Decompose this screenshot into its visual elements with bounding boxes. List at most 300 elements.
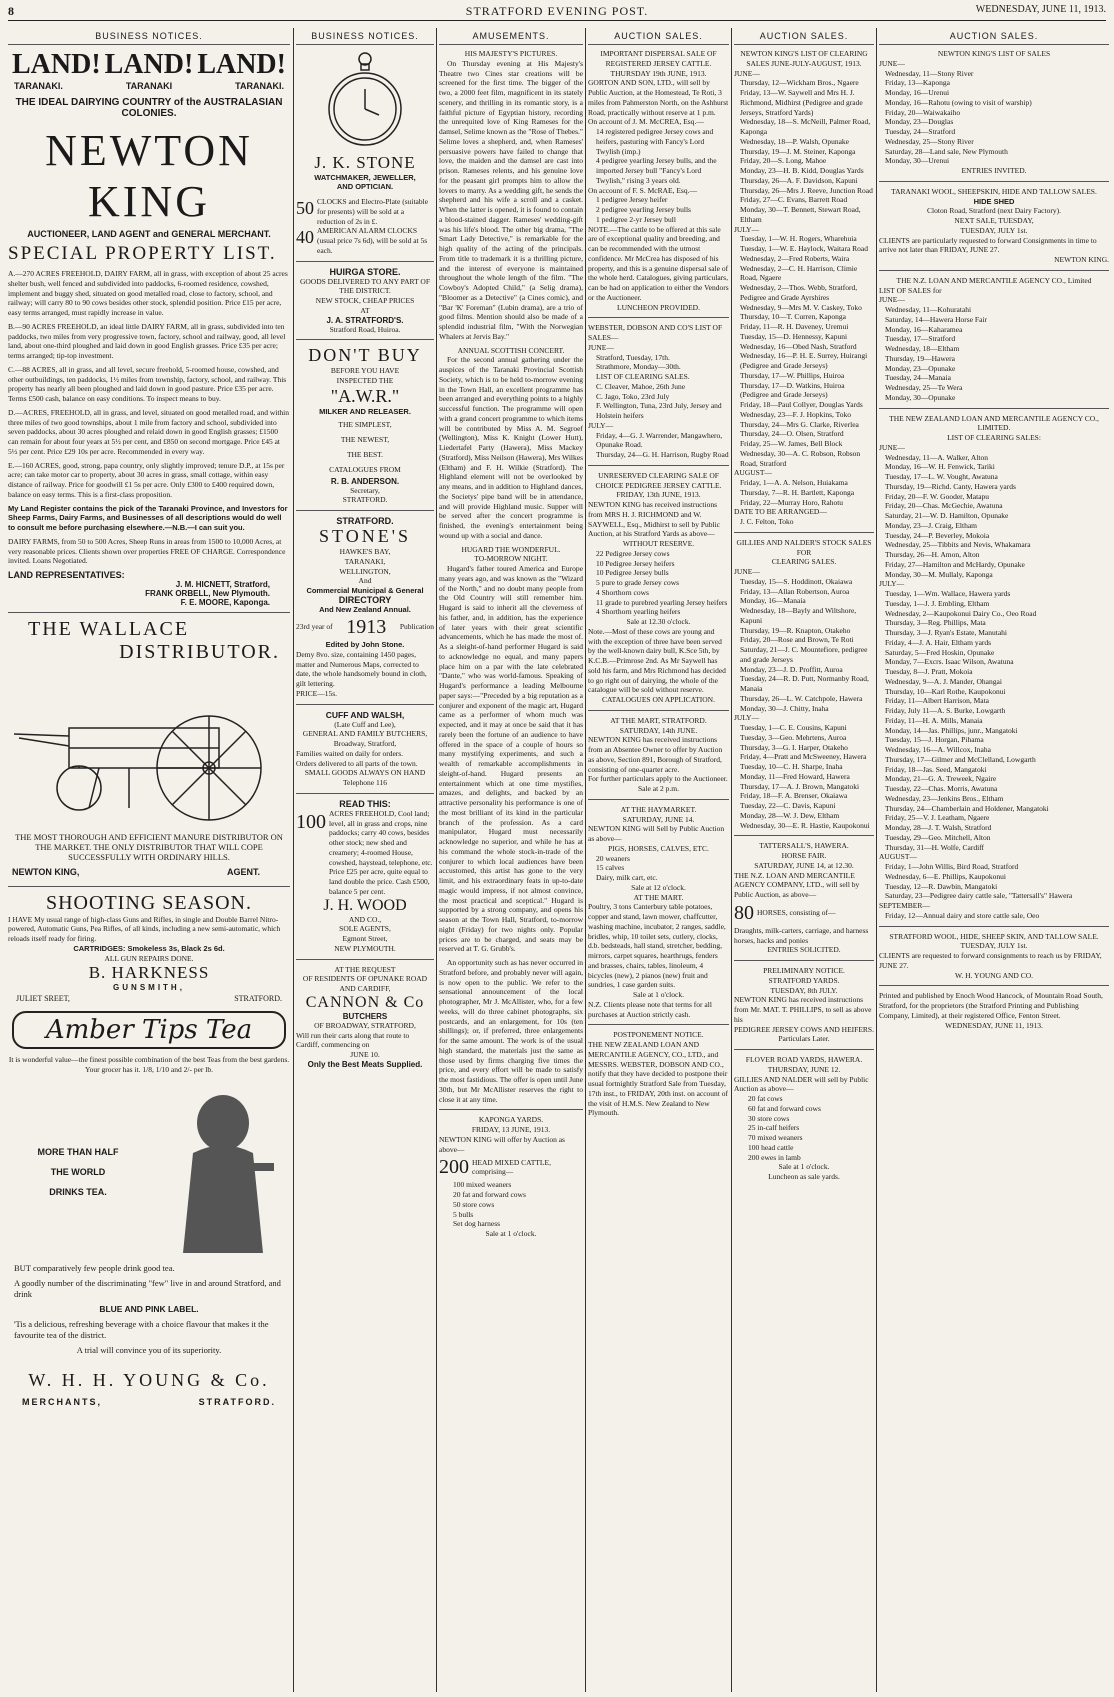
optician: AND OPTICIAN.	[336, 182, 394, 191]
list-item: Saturday, 14—Hawera Horse Fair	[885, 314, 987, 324]
list-item: Wednesday, 11—Kohuratahi	[885, 305, 972, 314]
column-rule	[293, 28, 294, 1692]
divider	[296, 793, 434, 794]
divider	[296, 261, 434, 262]
divider	[879, 408, 1109, 409]
only-best-meats: Only the Best Meats Supplied.	[307, 1059, 423, 1069]
land-rep: FRANK ORBELL, New Plymouth.	[145, 589, 270, 598]
street: JULIET SREET,	[16, 994, 70, 1004]
g-june-sales	[734, 577, 874, 714]
hide-shed: HIDE SHED	[973, 196, 1015, 206]
masthead	[8, 4, 1106, 21]
sale-time: Sale at 12 o'clock.	[631, 882, 686, 892]
list-item: Monday, 16—Kaharamea	[885, 324, 963, 334]
newspaper-title: STRATFORD EVENING POST.	[465, 4, 649, 18]
prelim-notice: PRELIMINARY NOTICE.	[763, 966, 845, 975]
stratford-wool-sale: STRATFORD WOOL, HIDE, SHEEP SKIN, AND TALLOW SALE.	[889, 931, 1099, 941]
region: WELLINGTON,	[339, 566, 391, 576]
list-item: Friday, 18—Jas. Seed, Mangatoki	[885, 764, 987, 774]
head-number: 200	[439, 1156, 469, 1179]
clocks-number: 50	[296, 198, 314, 218]
entries: ENTRIES SOLICITED.	[767, 945, 841, 955]
column-rule	[731, 28, 732, 1692]
list-item: 5 bulls	[453, 1209, 474, 1219]
amber-tips-tea-logo: Amber Tips Tea	[12, 1011, 286, 1049]
month-label: SEPTEMBER—	[879, 901, 930, 910]
list-item: Monday, 28—J. T. Walsh, Stratford	[885, 823, 992, 832]
section-header: AUCTION SALES.	[879, 28, 1109, 45]
nz-loan-title: THE N.Z. LOAN AND MERCANTILE AGENCY CO., Limited	[896, 275, 1092, 285]
entries-invited: ENTRIES INVITED.	[961, 166, 1027, 175]
list-item: C. Jago, Toko, 23rd July	[596, 391, 670, 401]
catalogues-from: CATALOGUES FROM	[329, 464, 401, 474]
webster-june: JUNE—	[588, 342, 614, 352]
list-item: Wednesday, 16—Obed Nash, Stratford	[740, 341, 857, 351]
at-label: AT	[360, 305, 370, 315]
list-item: Thursday, 26—A. F. Davidson, Kapuni	[740, 175, 858, 185]
c-sept-sales	[879, 911, 1109, 921]
list-item: Set dog harness	[453, 1219, 501, 1229]
small-goods: SMALL GOODS ALWAYS ON HAND	[304, 768, 426, 778]
g-july-sales	[734, 723, 874, 830]
list-item: Tuesday, 24—Stratford	[885, 127, 956, 136]
list-item: Friday, 11—H. A. Mills, Manaia	[885, 715, 983, 725]
read-this: READ THIS:	[339, 798, 391, 809]
cuff-general: GENERAL AND FAMILY BUTCHERS,	[302, 729, 428, 739]
directory-label: DIRECTORY	[338, 595, 392, 605]
list-item: Thursday, 26—Mrs J. Reeve, Junction Road	[740, 185, 873, 195]
nz-june-sales	[879, 305, 1109, 403]
clearing-sales: CLEARING SALES.	[771, 557, 837, 567]
account-1-items	[588, 127, 729, 186]
land-reps-label: LAND REPRESENTATIVES:	[8, 570, 125, 580]
wh-young-co: W. H. YOUNG AND CO.	[955, 970, 1033, 980]
list-item: Wednesday, 30—E. R. Hastie, Kaupokonui	[740, 820, 870, 830]
divider	[588, 710, 729, 711]
gorton-text: GORTON AND SON, LTD., will sell by Public Auction, at the Homestead, Te Roti, 3 miles from Pahmerston North, on the Ashhurst Road, practically without reserve at 1 p.m.	[588, 78, 729, 117]
property-item: A.—270 ACRES FREEHOLD, DAIRY FARM, all in grass, with exception of about 25 acres shelter bush, well fenced and subdivided into paddocks, 6-roomed residence, cowshed, implement and buggy shed, situated on good metalled road, close to factory, school, and railway; will carry 80 to 90 cows besides other stock, splendid position. Price £15 per acre, easy terms arranged, must rapidly increase in value.	[8, 269, 288, 317]
jh-wood: J. H. WOOD	[323, 896, 407, 914]
sale-time: Sale at 12.30 o'clock.	[626, 617, 691, 626]
tea-copy-line: BUT comparatively few people drink good tea.	[14, 1262, 175, 1273]
acres-number: 100	[296, 810, 326, 833]
account-2-items	[588, 195, 729, 224]
stratfords-road: Stratford Road, Huiroa.	[329, 324, 401, 334]
note-2: Note.—Most of these cows are young and with the exception of three have been served by the well-known dairy bull, K.Sce 5th, by K.C.B.—Primrose 2nd. As Mr Saywell has sold his farm, and Mrs Richmond has decided to go right out of dairying, the whole of the catalogue will be sold without reserve.	[588, 626, 726, 695]
tuesday-july1: TUESDAY, JULY 1st.	[960, 941, 1028, 951]
list-item: Wednesday, 16—P. H. E. Surrey, Huirangi (Pedigree and Grade Jerseys)	[740, 351, 868, 370]
webster-title: WEBSTER, DOBSON AND CO'S LIST OF SALES—	[588, 323, 723, 342]
list-item: Wednesday, 2—C. H. Harrison, Climie Road, Ngaere	[740, 263, 858, 283]
mcallister-article: An opportunity such as has never occurred in Stratford before, and probably never will again, is now open to the public. We refer to the sensational announcement of the local photographer, Mr J. McAllister, who, for a few weeks, will do three cabinet photographs, six postcards, and an enlargement, for 10s (ten shillings); or, if preferred, three enlargements for the same amount. The work is of the usual high standard, the materials just the same as those used by firms charging five times the price, and every effort will be made to satisfy the most fastidious. The offer is open until June 30th, but Mr McAllister reserves the right to close it at any time.	[439, 958, 583, 1104]
land-register: My Land Register contains the pick of the Taranaki Province, and Investors for Sheep Farms, Dairy Farms, and Businesses of all descriptions would do well to consult me before purchasing elsewhere.—N.B.—I can suit you.	[8, 503, 288, 532]
list-item: Thursday, 19—J. M. Steiner, Kaponga	[740, 146, 856, 156]
will-run: Will run their carts along that route to Cardiff, commencing on	[296, 1030, 410, 1050]
list-item: Thursday, 31—H. Wolfe, Cardiff	[885, 842, 985, 852]
section-header: BUSINESS NOTICES.	[296, 28, 434, 45]
acres-offer	[296, 809, 434, 897]
column-3	[439, 28, 583, 1692]
list-item: Monday, 21—G. A. Treweek, Ngaire	[885, 774, 997, 784]
list-item: Saturday, 21—W. D. Hamilton, Opunake	[885, 511, 1009, 520]
tuesday-july1: TUESDAY, JULY 1st.	[960, 225, 1028, 235]
harkness-address	[8, 992, 290, 1005]
taranaki-word: TARANAKI.	[235, 81, 284, 91]
list-item: Wednesday, 18—Bayly and Wiltshore, Kapuni	[740, 606, 857, 625]
awr-qualities	[296, 417, 434, 477]
list-item: Friday, 13—W. Saywell and Mrs H. J. Richmond, Midhirst (Pedigree and grade Jerseys, Stratford Yards)	[740, 88, 863, 117]
merchants-label: MERCHANTS,	[22, 1397, 102, 1408]
list-item: 5 pure to grade Jersey cows	[596, 578, 680, 587]
nz-loan-notice: THE NEW ZEALAND LOAN AND MERCANTILE AGENCY, CO., LTD., and MESSRS. WEBSTER, DOBSON AND CO., notify that they have decided to postpone their usual fortnightly Stratford Sale from Tuesday, 17th inst., to FRIDAY, 20th inst. on account of the visit of H.M.S. New Zealand to New Plymouth.	[588, 1040, 729, 1118]
broadway: OF BROADWAY, STRATFORD,	[314, 1020, 416, 1030]
list-item: 1 pedigree 2-yr Jersey bull	[596, 214, 676, 224]
webster-list	[588, 353, 729, 421]
horses-offer	[734, 900, 874, 926]
list-item: Friday, 25—V. J. Leatham, Ngaere	[885, 813, 990, 823]
list-item: Thursday, 10—T. Curren, Kaponga	[740, 312, 847, 322]
august-sales	[734, 478, 874, 507]
list-item: Friday, 1—John Willis, Bird Road, Stratford	[885, 862, 1019, 871]
newton-king-sig: NEWTON KING.	[1054, 255, 1109, 264]
list-item: Tuesday, 1—J. J. Embling, Eltham	[885, 598, 990, 608]
concert-article: For the second annual gathering under the auspices of the Taranaki Provincial Scottish Society, which is to be held to-morrow evening in the Town Hall, an excellent programme has been arranged and everything points to a highly successful function. The programme will open with a grand concert programme to which items will be contributed by Miss A. M. Segroef (Wellington), Miss K. Knight (Lower Hutt), Liedertafel Party (Hawera), Miss Mackey (Stratford), Miss Neilson (Hawera), Mrs Wilkes (Eltham) and F. H. Wilkie (Stratford). The Highland element will not be overlooked by any means, and in addition to Highland dances, the Societys' pipe band will be in attendance, and will provide Highland music. Supper will be served after the concert programme is finished, the evening's entertainment being wound up with a social and dance.	[439, 355, 583, 540]
list-item: Dairy, milk cart, etc.	[596, 873, 658, 882]
list-item: Thursday, 24—Mrs G. Clarke, Riverlea	[740, 419, 859, 429]
list-item: Monday, 30—J. Chitty, Inaha	[740, 703, 829, 713]
list-item: Wednesday, 6—E. Phillips, Kaupokonui	[885, 871, 1006, 881]
list-item: Tuesday, 1—Wm. Wallace, Hawera yards	[885, 589, 1011, 598]
cloton-road: Cloton Road, Stratford (next Dairy Factory).	[927, 206, 1061, 216]
list-item: Monday, 30—Opunake	[885, 392, 956, 402]
list-item: 4 pedigree yearling Jersey bulls, and the imported Jersey bull "Fancy's Lord Twylish," rising 3 years old.	[596, 156, 717, 185]
taranaki-word: TARANAKI	[125, 81, 173, 91]
list-item: Tuesday, 10—C. H. Sharpe, Inaha	[740, 762, 843, 771]
account-2: On account of F. S. McRAE, Esq.—	[588, 185, 697, 195]
nk-list-of-sales: NEWTON KING'S LIST OF SALES	[937, 49, 1051, 58]
auctioneer-role: AUCTIONEER, LAND AGENT and GENERAL MERCHANT.	[27, 229, 271, 239]
region: HAWKE'S BAY,	[339, 547, 391, 556]
sale-time: Sale at 1 o'clock.	[633, 990, 684, 999]
list-item: Tuesday, 3—Geo. Mehrtens, Auroa	[740, 732, 847, 742]
catalogues: CATALOGUES ON APPLICATION.	[602, 695, 715, 704]
note: NOTE.—The cattle to be offered at this sale are of exceptional quality and breeding, and can be recommended with the utmost confidence. Mr McCrea has disposed of his property, and this is a genuine dispersal sale of the whole herd. Catalogues, giving particulars, can be had on application to either the Vendors or the Auctioneer.	[588, 224, 729, 302]
month-label: JUNE—	[734, 567, 760, 576]
column-2	[296, 28, 434, 1692]
c-july-sales	[879, 589, 1109, 852]
concert-title: ANNUAL SCOTTISH CONCERT.	[457, 345, 565, 355]
divider	[588, 317, 729, 318]
tea-copy-line: A goodly number of the discriminating "few" live in and around Stratford, and drink	[14, 1277, 281, 1299]
list-item: Friday, 4—J. A. Hair, Eltham yards	[885, 637, 992, 647]
saturday-date: SATURDAY, JUNE 14, at 12.30.	[754, 860, 854, 870]
list-item: Friday, 11—Albert Harrison, Mata	[885, 696, 990, 706]
pigs-horses: PIGS, HORSES, CALVES, ETC.	[608, 843, 709, 853]
list-item: Wednesday, 18—S. McNeill, Palmer Road, Kaponga	[740, 117, 871, 136]
list-item: 100 mixed weaners	[453, 1180, 512, 1190]
hugard-subtitle: TO-MORROW NIGHT.	[474, 554, 548, 564]
list-item: Thursday, 3—Reg. Phillips, Mata	[885, 618, 986, 628]
list-item: Monday, 7—Excrs. Isaac Wilson, Awatuna	[885, 657, 1014, 667]
clocks-text: AMERICAN ALARM CLOCKS (usual price 7s 6d), will be sold at 5s each.	[317, 226, 428, 255]
list-item: 20 fat and forward cows	[453, 1190, 526, 1199]
june10: JUNE 10.	[350, 1050, 380, 1059]
town: STRATFORD.	[234, 994, 282, 1004]
sale-time: Sale at 1 o'clock.	[485, 1229, 537, 1238]
column-rule	[436, 28, 437, 1692]
clients-requested: CLIENTS are particularly requested to forward Consignments in time to arrive not later than FRIDAY, JUNE 27.	[879, 235, 1097, 255]
hugard-article: Hugard's father toured America and Europe many years ago, and was known as the "Wizard of the North," and no doubt many people from the Old Country will still remember him. Hugard is said to inherit all the cleverness of his father, and, in addition, has the experience of later years with their great scientific advancements, which he has made the most of. As a sleight-of-hand performer Hugard is said to acknowledge no equal, and many papers place him on a par with the late celebrated "Dante," who was world-famous. Speaking of Hugard's performance a leading Melbourne paper says:—"Preceded by a big reputation as a conjurer and exponent of the magic art, Hugard came as a performer of whom much was expected, and it may at once be said that it has rarely been the fortune of an audience to have offered in the space of a couple of hours so many mystifying experiments, and such a wealth of remarkable accomplishments in sleight-of-hand. Hugard presents an entertainment which at one time mystifies, amazes, and delights, and backed by an attractive personality his performance is one of the most brilliant of its kind in the particular branch of the profession. As a card manipulator, Hugard must necessarily acknowledge no superior, and while he has at his command the whole stock-in-trade of the conjurer to which local audiences have been accustomed, this artist has gone to the very limit, and his extraordinary feats in up-to-date magic would impress, if not almost convince, the most practical and sceptical." Hugard is supported by a strong company, and opens his season at the Town Hall, Stratford, to-morrow night (Friday) for two nights only. Popular prices are to be charged, and seats may be reserved at T. G. Grubb's.	[439, 564, 583, 954]
month-label: JUNE—	[734, 68, 760, 78]
list-item: Tuesday, 24—R. D. Putt, Normanby Road, Manaia	[740, 674, 869, 693]
list-item: Thursday, 24—O. Olsen, Stratford	[740, 429, 844, 439]
month-label: JUNE—	[879, 295, 905, 305]
list-item: Monday, 23—J. Craig, Eltham	[885, 520, 978, 530]
list-item: Wednesday, 2—Fred Roberts, Waira	[740, 253, 850, 263]
divider	[8, 612, 290, 613]
cartridges: CARTRIDGES: Smokeless 3s, Black 2s 6d.	[73, 943, 225, 953]
list-item: Tuesday, 1—C. E. Cousins, Kapuni	[740, 723, 847, 732]
head-text: HORSES, consisting of—	[757, 907, 836, 917]
month-label: JULY—	[734, 224, 760, 234]
awr-quality: THE NEWEST,	[340, 434, 390, 444]
list-item: Thursday, 3—J. Ryan's Estate, Manutahi	[885, 628, 1008, 637]
at-mart: AT THE MART.	[633, 892, 684, 902]
commercial-directory: Commercial Municipal & General	[306, 586, 424, 595]
list-item: Tuesday, 29—Geo. Mitchell, Alton	[885, 832, 991, 842]
list-item: C. Cleaver, Mahoe, 26th June	[596, 381, 686, 391]
stratford: STRATFORD.	[342, 495, 388, 505]
publication-year	[296, 614, 434, 640]
and-label: And	[358, 576, 372, 586]
list-item: Saturday, 28—Land sale, New Plymouth	[885, 146, 1008, 156]
newton-king-title: NEWTON KING	[45, 126, 253, 226]
wallace-caption: THE MOST THOROUGH AND EFFICIENT MANURE DISTRIBUTOR ON THE MARKET. THE ONLY DISTRIBUTOR THAT WILL COPE SUCCESSFULLY WITH ORDINARY HILLS.	[15, 832, 283, 863]
list-item: Friday, 11—R. H. Daveney, Uremui	[740, 322, 849, 331]
flover-list	[734, 1094, 874, 1162]
particulars-later: Particulars Later.	[778, 1034, 830, 1044]
list-item: Wednesday, 11—Stony River	[885, 68, 974, 78]
list-item: Wednesday, 25—Tibbits and Nevis, Whakamara	[885, 540, 1031, 550]
nk-phillips: NEWTON KING has received instructions from Mr. MAT. T. PHILLIPS, to sell as above his	[734, 995, 872, 1024]
land-headline	[8, 49, 290, 81]
draughts: Draughts, milk-carters, carriage, and harness horses, hacks and ponies	[734, 925, 869, 945]
month-label: JULY—	[879, 579, 905, 589]
stratfords-store: J. A. STRATFORD'S.	[326, 315, 404, 325]
list-item: 15 calves	[596, 863, 625, 873]
important-dispersal: IMPORTANT DISPERSAL SALE OF	[600, 49, 717, 58]
blue-pink-label: BLUE AND PINK LABEL.	[99, 1303, 199, 1314]
webster-july: JULY—	[588, 420, 614, 430]
list-item: Wednesday, 23—Jenkins Bros., Eltham	[885, 793, 1004, 803]
column-1	[8, 28, 290, 1692]
poultry-list: Poultry, 3 tons Canterbury table potatoes, copper and stand, lawn mower, chaffcutter, washing machine, incubator, 2 ranges, saddle, bridles, whip, 10 toilet sets, cutlery, clocks, d.b. bedsteads, hall stand, stretcher, bedding, mirrors, carpet squares, hearthrugs, fenders and brasses, chairs, tables, linoleum, 4 bicycles (new), 2 pianos (new) fruit and sundries, 1 case garden suits.	[588, 902, 726, 990]
list-item: Thursday, 19—R. Knapton, Otakeho	[740, 625, 851, 635]
cannon-co: CANNON & Co	[305, 993, 425, 1011]
list-item: Tuesday, 17—Stratford	[885, 334, 956, 344]
date-arranged: DATE TO BE ARRANGED—	[734, 507, 827, 517]
head-text: HEAD MIXED CATTLE, comprising—	[472, 1157, 551, 1177]
list-item: Saturday, 21—J. C. Mountefiore, pedigree and grade Jerseys	[740, 645, 868, 664]
newton-king-agent	[8, 863, 290, 881]
c-aug-sales	[879, 862, 1109, 901]
list-item: Friday, 18—Paul Collyer, Douglas Yards	[740, 400, 863, 409]
list-item: Monday, 23—Opunake	[885, 363, 956, 373]
month-label: JUNE—	[879, 442, 905, 452]
wh-young-name: W. H. H. YOUNG & Co.	[28, 1370, 270, 1391]
list-item: Tuesday, 15—J. Horgan, Pihama	[885, 735, 984, 745]
manure-distributor-illustration	[9, 668, 289, 828]
next-sale: NEXT SALE, TUESDAY,	[954, 216, 1034, 225]
shooting-text: I HAVE My usual range of high-class Guns and Rifles, in single and Double Barrel Nitro-powered, Automatic Guns, Pea Rifles, of all kinds, including a new semi-automatic, which reloads itself ready for firing.	[8, 914, 281, 944]
milker: MILKER AND RELEASER.	[319, 406, 411, 416]
list-item: Wednesday, 16—A. Willcox, Inaha	[885, 745, 991, 754]
list-item: Monday, 14—Jas. Phillips, junr., Mangatoki	[885, 725, 1018, 735]
nz-clients: N.Z. Clients please note that terms for all purchases at Auction strictly cash.	[588, 999, 712, 1019]
list-item: Thursday, 17—A. J. Brown, Mangatoki	[740, 781, 860, 791]
ideal-dairying: THE IDEAL DAIRYING COUNTRY of the AUSTRALASIAN COLONIES.	[15, 97, 283, 119]
further-particulars: For further particulars apply to the Auctioneer.	[588, 774, 728, 784]
thursday-date: THURSDAY 19th JUNE, 1913.	[610, 68, 707, 78]
list-item: Friday, 20—Waiwakaiho	[885, 107, 961, 117]
tea-copy	[8, 1263, 290, 1356]
footer-date: WEDNESDAY, JUNE 11, 1913.	[945, 1020, 1043, 1030]
saturday-date: SATURDAY, 14th JUNE.	[619, 725, 698, 735]
thursday-date: THURSDAY, JUNE 12.	[767, 1064, 841, 1074]
list-item: Friday, 13—Kaponga	[885, 78, 950, 88]
list-item: Tuesday, 22—Chas. Morris, Awatuna	[885, 784, 998, 793]
list-item: Friday, 20—Chas. McGechie, Awatuna	[885, 501, 1003, 511]
cuff-walsh: CUFF AND WALSH,	[325, 709, 405, 720]
more-than-half	[8, 1143, 148, 1202]
flover-yards: FLOVER ROAD YARDS, HAWERA.	[745, 1055, 863, 1064]
wallace-title-2: DISTRIBUTOR.	[119, 641, 280, 663]
c-june-sales	[879, 453, 1109, 580]
inspected-the: INSPECTED THE	[336, 376, 394, 385]
list-item: Monday, 28—W. J. Dew, Eltham	[740, 810, 840, 820]
demy-text: Demy 8vo. size, containing 1450 pages, matter and Numerous Maps, corrected to date, the whole handsomely bound in cloth, gilt lettering.	[296, 649, 427, 688]
divider	[588, 799, 729, 800]
tea-subtext: It is wonderful value—the finest possible combination of the best Teas from the best gardens. Your grocer has it. 1/8, 1/10 and 2/- per lb.	[8, 1055, 290, 1075]
list-item: Tuesday, 1—W. E. Haylock, Waitara Road	[740, 244, 868, 253]
divider	[734, 1049, 874, 1050]
list-item: Friday, 25—W. James, Bell Block	[740, 439, 843, 448]
list-item: Tuesday, 8—J. Pratt, Mokoia	[885, 667, 973, 676]
divider	[734, 532, 874, 533]
list-item: 30 store cows	[748, 1113, 790, 1123]
july-sales	[734, 234, 874, 468]
account-1: On account of J. M. McCREA, Esq.—	[588, 117, 704, 127]
list-item: Tuesday, 24—P. Beverley, Mokoia	[885, 530, 990, 540]
list-item: Strathmore, Monday—30th.	[596, 362, 681, 372]
list-item: Friday, 22—Murray Horo, Rahotu	[740, 497, 844, 507]
list-item: Thursday, 24—Chamberlain and Holdener, Mangatoki	[885, 803, 1049, 813]
nz-loan-text: THE N.Z. LOAN AND MERCANTILE AGENCY COMPANY, LTD., will sell by Public Auction, as above—	[734, 870, 860, 899]
list-item: 70 mixed weaners	[748, 1133, 803, 1142]
month-label: JULY—	[734, 713, 760, 723]
list-item: Tuesday, 12—R. Dawbin, Mangatoki	[885, 881, 998, 891]
list-item: 25 in-calf heifers	[748, 1123, 800, 1133]
list-item: Tuesday, 15—S. Hoddinott, Okaiawa	[740, 576, 853, 586]
list-item: Wednesday, 25—Te Wera	[885, 383, 963, 392]
divider	[296, 339, 434, 340]
hmp-title: HIS MAJESTY'S PICTURES.	[464, 49, 558, 58]
wallace-title: THE WALLACE	[28, 618, 190, 640]
stratford-yards: STRATFORD YARDS.	[768, 975, 840, 985]
list-item: Thursday, 19—Richd. Canty, Hawera yards	[885, 481, 1016, 491]
tea-copy-line: A trial will convince you of its superiority.	[76, 1345, 222, 1356]
at-haymarket: AT THE HAYMARKET.	[620, 804, 697, 814]
divider	[734, 960, 874, 961]
list-item: Friday, 18—F. A. Brenser, Okaiawa	[740, 791, 848, 801]
nz-annual: And New Zealand Annual.	[319, 605, 411, 614]
month-label: AUGUST—	[734, 468, 772, 478]
property-item: B.—90 ACRES FREEHOLD, an ideal little DAIRY FARM, all in grass, subdivided into ten paddocks, two miles from very progressive town, factory, school and railway, good, all level land, about one-third ploughed and laid down in good English grasses. Price £35 per acre; terms arranged; tip-top investment.	[8, 321, 286, 360]
list-item: Friday, 4—G. J. Warrender, Mangawhero, Opunake Road.	[596, 430, 723, 450]
taranaki-wool: TARANAKI WOOL, SHEEPSKIN, HIDE AND TALLOW SALES.	[891, 186, 1097, 196]
goods-delivered: GOODS DELIVERED TO ANY PART OF THE DISTRICT.	[299, 276, 431, 296]
huirga-store: HUIRGA STORE.	[329, 266, 401, 277]
nk-sell: NEWTON KING will Sell by Public Auction as above—	[588, 824, 725, 843]
list-item: Friday, 4—Pratt and McSweeney, Hawera	[740, 752, 867, 762]
list-item: 60 fat and forward cows	[748, 1103, 821, 1113]
column-5	[734, 28, 874, 1692]
tea-slogan-line: MORE THAN HALF	[37, 1147, 119, 1158]
divider	[439, 1109, 583, 1110]
cuff-late: (Late Cuff and Lee),	[334, 719, 396, 729]
clocks-offer	[296, 197, 434, 226]
kaponga-yards: KAPONGA YARDS.	[478, 1115, 544, 1125]
list-item: 10 Pedigree Jersey heifers	[596, 558, 675, 568]
nk-offer: NEWTON KING will offer by Auction as above—	[439, 1134, 565, 1154]
absentee-text: NEWTON KING has received instructions from an Absentee Owner to offer by Auction as above, Section 891, Borough of Stratford, consisting of one-quarter acre.	[588, 735, 723, 774]
list-item: Monday, 23—H. B. Kidd, Douglas Yards	[740, 166, 864, 175]
divider	[879, 985, 1109, 986]
list-item: Thursday, 7—R. H. Bartlett, Kaponga	[740, 487, 855, 497]
land-rep: F. E. MOORE, Kaponga.	[180, 598, 270, 607]
list-item: 4 Shorthorn yearling heifers	[596, 607, 681, 617]
list-item: Monday, 30—T. Bennett, Stewart Road, Eltham	[740, 205, 861, 224]
stones-title: STONE'S	[319, 526, 411, 546]
luncheon: Luncheon as sale yards.	[768, 1172, 840, 1181]
list-item: Tuesday, 22—C. Davis, Kapuni	[740, 801, 836, 810]
section-header: BUSINESS NOTICES.	[8, 28, 290, 45]
month-label: JUNE—	[879, 58, 905, 68]
luncheon: LUNCHEON PROVIDED.	[617, 302, 700, 312]
families: Families waited on daily for orders.	[296, 748, 404, 758]
anderson: R. B. ANDERSON.	[330, 476, 400, 486]
list-item: Wednesday, 9—A. J. Mander, Ohangai	[885, 676, 1002, 686]
list-item: Thursday, 17—W. Phillips, Huiroa	[740, 370, 845, 380]
tea-copy-line: 'Tis a delicious, refreshing beverage with a choice flavour that makes it the favourite tea of the district.	[14, 1319, 269, 1341]
list-item: Monday, 23—J. D. Proffitt, Auroa	[740, 664, 843, 674]
kaponga-date: FRIDAY, 13 JUNE, 1913.	[471, 1125, 551, 1134]
list-item: Tuesday, 15—D. Hennessy, Kapuni	[740, 331, 848, 341]
column-6	[879, 28, 1109, 1692]
list-item: Thursday, 24—G. H. Harrison, Rugby Road	[596, 450, 729, 459]
nk-june-sales	[879, 69, 1109, 167]
column-rule	[876, 28, 877, 1692]
land-word: LAND!	[12, 49, 101, 80]
awr-quality: THE SIMPLEST,	[338, 419, 392, 429]
printed-by: Printed and published by Enoch Wood Hancock, of Mountain Road South, Stratford, for the proprietors (the Stratford Printing and Publishing Company, Limited), at their registered Office, Fenton Street.	[879, 991, 1103, 1020]
gunsmith-label: GUNSMITH,	[113, 983, 185, 993]
list-item: Friday, 27—C. Evans, Barrett Road	[740, 195, 848, 205]
section-header: AUCTION SALES.	[734, 28, 874, 45]
awr-quality: THE BEST.	[346, 449, 384, 459]
jk-stone-name: J. K. STONE	[314, 153, 416, 172]
property-item: D.—ACRES, FREEHOLD, all in grass, and level, situated on good metalled road, and within three miles of two good townships, about 1 mile from factory and school, subdivided into seven paddocks, about 30 acres ploughed and relaid down in good English grasses; £1500 can remain for about four years at 5½ per cent, and £850 on second mortgage. Price £45 at 5½ per cent. Price £29 10s per acre. Recommended in every way.	[8, 407, 290, 456]
